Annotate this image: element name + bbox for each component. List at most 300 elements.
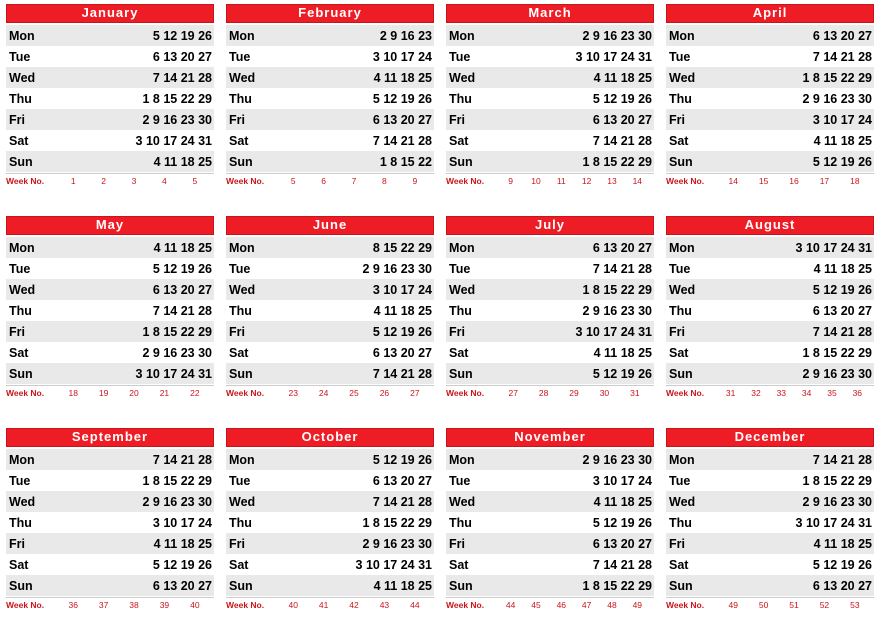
month-grid — [6, 25, 214, 172]
week-number: 23 — [288, 388, 298, 398]
month-grid — [226, 237, 434, 384]
weekday-label: Thu — [446, 512, 495, 533]
weekday-row — [6, 342, 214, 363]
weekday-label: Tue — [666, 470, 715, 491]
month-grid — [446, 237, 654, 384]
week-number: 17 — [819, 176, 830, 186]
weekday-label: Thu — [226, 512, 275, 533]
week-number: 36 — [68, 600, 78, 610]
week-number: 37 — [98, 600, 109, 610]
date-cells: 3 10 17 24 31 — [495, 321, 654, 342]
week-number: 5 — [290, 176, 296, 186]
weekday-row — [666, 46, 874, 67]
date-cells: 3 10 17 24 — [495, 470, 654, 491]
date-cells: 3 10 17 24 31 — [715, 512, 874, 533]
date-cells: 4 11 18 25 — [715, 533, 874, 554]
weekday-label: Sat — [446, 342, 495, 363]
weekday-row — [446, 512, 654, 533]
weekday-label: Tue — [666, 46, 715, 67]
month-grid — [666, 25, 874, 172]
month-block — [220, 424, 440, 636]
weekday-row — [226, 470, 434, 491]
month-title: January — [6, 4, 214, 23]
date-cells: 3 10 17 24 — [55, 512, 214, 533]
weekday-row — [446, 109, 654, 130]
date-cells: 6 13 20 27 — [715, 25, 874, 46]
week-number-values — [718, 176, 874, 186]
date-cells: 2 9 16 23 30 — [495, 300, 654, 321]
weekday-row — [666, 67, 874, 88]
date-cells: 6 13 20 27 — [55, 279, 214, 300]
week-number-label: Week No. — [6, 176, 45, 186]
week-number-values — [58, 600, 214, 610]
weekday-label: Fri — [226, 533, 275, 554]
weekday-row — [226, 237, 434, 258]
week-number: 27 — [508, 388, 518, 398]
weekday-label: Fri — [446, 321, 495, 342]
weekday-label: Sun — [6, 151, 55, 172]
weekday-label: Sat — [6, 130, 55, 151]
month-grid — [226, 25, 434, 172]
weekday-row — [446, 491, 654, 512]
weekday-row — [666, 575, 874, 596]
weekday-label: Sun — [226, 151, 275, 172]
weekday-label: Sun — [666, 575, 715, 596]
week-number: 36 — [852, 388, 863, 398]
weekday-row — [666, 554, 874, 575]
date-cells: 5 12 19 26 — [275, 449, 434, 470]
date-cells: 7 14 21 28 — [495, 130, 654, 151]
date-cells: 2 9 16 23 30 — [495, 25, 654, 46]
week-number: 27 — [410, 388, 420, 398]
weekday-label: Mon — [6, 237, 55, 258]
month-block — [440, 212, 660, 424]
week-number-label: Week No. — [6, 600, 45, 610]
week-number: 9 — [412, 176, 418, 186]
week-number-label: Week No. — [446, 176, 485, 186]
month-block — [0, 212, 220, 424]
month-block — [220, 0, 440, 212]
weekday-row — [666, 25, 874, 46]
date-cells: 7 14 21 28 — [55, 67, 214, 88]
week-number: 38 — [129, 600, 139, 610]
week-number: 6 — [321, 176, 326, 186]
weekday-label: Tue — [446, 258, 495, 279]
weekday-label: Mon — [446, 237, 495, 258]
weekday-label: Wed — [226, 279, 275, 300]
week-number-label: Week No. — [446, 388, 485, 398]
date-cells: 6 13 20 27 — [275, 470, 434, 491]
date-cells: 6 13 20 27 — [275, 109, 434, 130]
week-number-values — [278, 176, 434, 186]
date-cells: 2 9 16 23 30 — [55, 109, 214, 130]
weekday-row — [6, 491, 214, 512]
weekday-row — [6, 512, 214, 533]
week-number-row — [666, 597, 874, 610]
weekday-row — [666, 491, 874, 512]
weekday-label: Mon — [446, 449, 495, 470]
weekday-label: Wed — [666, 279, 715, 300]
weekday-row — [226, 130, 434, 151]
weekday-row — [446, 67, 654, 88]
weekday-label: Thu — [446, 88, 495, 109]
week-number: 1 — [70, 176, 76, 186]
week-number: 42 — [349, 600, 359, 610]
date-cells: 2 9 16 23 30 — [55, 342, 214, 363]
weekday-label: Sat — [666, 130, 715, 151]
weekday-row — [446, 321, 654, 342]
week-number-label: Week No. — [446, 600, 485, 610]
date-cells: 7 14 21 28 — [495, 554, 654, 575]
week-number: 18 — [850, 176, 860, 186]
weekday-row — [446, 130, 654, 151]
week-number-row — [226, 385, 434, 398]
weekday-row — [666, 342, 874, 363]
weekday-label: Sat — [226, 554, 275, 575]
week-number: 16 — [789, 176, 799, 186]
weekday-row — [226, 151, 434, 172]
weekday-row — [446, 237, 654, 258]
weekday-label: Wed — [226, 67, 275, 88]
week-number: 20 — [129, 388, 139, 398]
month-title: July — [446, 216, 654, 235]
week-number-values — [718, 600, 874, 610]
weekday-row — [446, 258, 654, 279]
date-cells: 2 9 16 23 — [275, 25, 434, 46]
week-number: 53 — [850, 600, 860, 610]
date-cells: 1 8 15 22 — [275, 151, 434, 172]
date-cells: 7 14 21 28 — [715, 321, 874, 342]
week-number-row — [666, 173, 874, 186]
weekday-row — [666, 258, 874, 279]
date-cells: 4 11 18 25 — [495, 491, 654, 512]
weekday-label: Thu — [6, 300, 55, 321]
weekday-label: Sun — [666, 151, 715, 172]
weekday-row — [446, 533, 654, 554]
date-cells: 3 10 17 24 31 — [55, 130, 214, 151]
week-number: 10 — [531, 176, 541, 186]
weekday-label: Sat — [446, 554, 495, 575]
month-block — [440, 0, 660, 212]
week-number: 31 — [725, 388, 736, 398]
date-cells: 1 8 15 22 29 — [715, 67, 874, 88]
week-number-row — [446, 173, 654, 186]
date-cells: 4 11 18 25 — [275, 67, 434, 88]
weekday-row — [226, 575, 434, 596]
weekday-label: Sat — [226, 342, 275, 363]
week-number: 40 — [190, 600, 200, 610]
week-number: 35 — [827, 388, 837, 398]
weekday-label: Wed — [6, 67, 55, 88]
weekday-label: Tue — [226, 46, 275, 67]
date-cells: 3 10 17 24 31 — [495, 46, 654, 67]
weekday-row — [446, 88, 654, 109]
weekday-label: Mon — [446, 25, 495, 46]
week-number-label: Week No. — [666, 388, 705, 398]
week-number: 32 — [751, 388, 761, 398]
date-cells: 4 11 18 25 — [55, 237, 214, 258]
week-number-row — [666, 385, 874, 398]
date-cells: 6 13 20 27 — [715, 300, 874, 321]
weekday-row — [6, 300, 214, 321]
weekday-label: Tue — [446, 46, 495, 67]
date-cells: 5 12 19 26 — [495, 88, 654, 109]
week-number-values — [498, 176, 654, 186]
weekday-label: Mon — [226, 237, 275, 258]
weekday-label: Thu — [666, 300, 715, 321]
week-number-values — [498, 388, 654, 398]
week-number-row — [446, 597, 654, 610]
week-number: 8 — [382, 176, 387, 186]
week-number: 7 — [351, 176, 357, 186]
month-grid — [666, 449, 874, 596]
month-title: October — [226, 428, 434, 447]
week-number: 43 — [379, 600, 390, 610]
date-cells: 5 12 19 26 — [715, 554, 874, 575]
weekday-row — [6, 25, 214, 46]
weekday-row — [6, 533, 214, 554]
week-number-values — [718, 388, 874, 398]
weekday-row — [226, 363, 434, 384]
week-number: 48 — [607, 600, 617, 610]
week-number: 41 — [318, 600, 329, 610]
weekday-label: Mon — [666, 25, 715, 46]
date-cells: 4 11 18 25 — [55, 533, 214, 554]
date-cells: 2 9 16 23 30 — [715, 363, 874, 384]
weekday-row — [6, 151, 214, 172]
weekday-label: Tue — [6, 470, 55, 491]
week-number: 2 — [101, 176, 106, 186]
weekday-label: Mon — [666, 237, 715, 258]
date-cells: 3 10 17 24 31 — [275, 554, 434, 575]
weekday-label: Fri — [666, 533, 715, 554]
week-number-row — [6, 597, 214, 610]
weekday-label: Sun — [446, 363, 495, 384]
date-cells: 7 14 21 28 — [275, 491, 434, 512]
date-cells: 1 8 15 22 29 — [715, 470, 874, 491]
weekday-label: Wed — [446, 67, 495, 88]
weekday-row — [226, 258, 434, 279]
date-cells: 4 11 18 25 — [715, 130, 874, 151]
weekday-label: Thu — [666, 88, 715, 109]
date-cells: 5 12 19 26 — [495, 512, 654, 533]
weekday-label: Sat — [226, 130, 275, 151]
week-number-values — [278, 388, 434, 398]
date-cells: 5 12 19 26 — [715, 279, 874, 300]
weekday-label: Thu — [6, 512, 55, 533]
weekday-row — [6, 321, 214, 342]
weekday-row — [446, 46, 654, 67]
weekday-label: Tue — [6, 46, 55, 67]
weekday-row — [6, 46, 214, 67]
date-cells: 2 9 16 23 30 — [715, 88, 874, 109]
date-cells: 7 14 21 28 — [55, 300, 214, 321]
date-cells: 1 8 15 22 29 — [495, 575, 654, 596]
date-cells: 1 8 15 22 29 — [715, 342, 874, 363]
week-number-label: Week No. — [226, 176, 265, 186]
weekday-label: Wed — [446, 279, 495, 300]
weekday-row — [446, 25, 654, 46]
week-number-row — [6, 385, 214, 398]
weekday-label: Mon — [226, 449, 275, 470]
month-title: April — [666, 4, 874, 23]
weekday-label: Tue — [226, 258, 275, 279]
week-number-values — [58, 176, 214, 186]
week-number-label: Week No. — [666, 600, 705, 610]
date-cells: 5 12 19 26 — [275, 321, 434, 342]
weekday-label: Fri — [6, 533, 55, 554]
month-grid — [226, 449, 434, 596]
weekday-row — [6, 554, 214, 575]
date-cells: 7 14 21 28 — [495, 258, 654, 279]
date-cells: 6 13 20 27 — [275, 342, 434, 363]
weekday-row — [666, 470, 874, 491]
date-cells: 3 10 17 24 31 — [55, 363, 214, 384]
weekday-label: Sun — [6, 363, 55, 384]
week-number: 3 — [131, 176, 137, 186]
weekday-row — [226, 491, 434, 512]
weekday-row — [226, 512, 434, 533]
date-cells: 3 10 17 24 — [275, 279, 434, 300]
weekday-row — [446, 449, 654, 470]
month-title: September — [6, 428, 214, 447]
month-grid — [6, 237, 214, 384]
date-cells: 5 12 19 26 — [55, 25, 214, 46]
date-cells: 5 12 19 26 — [55, 258, 214, 279]
date-cells: 6 13 20 27 — [495, 237, 654, 258]
date-cells: 2 9 16 23 30 — [715, 491, 874, 512]
week-number-row — [446, 385, 654, 398]
weekday-row — [6, 470, 214, 491]
weekday-label: Fri — [6, 109, 55, 130]
week-number-values — [278, 600, 434, 610]
date-cells: 6 13 20 27 — [495, 533, 654, 554]
date-cells: 7 14 21 28 — [275, 130, 434, 151]
month-grid — [666, 237, 874, 384]
week-number: 9 — [508, 176, 514, 186]
weekday-label: Mon — [6, 25, 55, 46]
date-cells: 4 11 18 25 — [495, 67, 654, 88]
month-title: August — [666, 216, 874, 235]
weekday-label: Wed — [666, 491, 715, 512]
week-number: 24 — [318, 388, 329, 398]
week-number: 5 — [192, 176, 198, 186]
weekday-label: Sun — [6, 575, 55, 596]
date-cells: 4 11 18 25 — [715, 258, 874, 279]
date-cells: 5 12 19 26 — [55, 554, 214, 575]
date-cells: 1 8 15 22 29 — [55, 321, 214, 342]
weekday-row — [446, 470, 654, 491]
weekday-row — [666, 151, 874, 172]
weekday-row — [226, 25, 434, 46]
date-cells: 4 11 18 25 — [275, 575, 434, 596]
weekday-label: Thu — [226, 300, 275, 321]
week-number: 14 — [632, 176, 643, 186]
month-title: February — [226, 4, 434, 23]
date-cells: 7 14 21 28 — [55, 449, 214, 470]
date-cells: 1 8 15 22 29 — [495, 279, 654, 300]
weekday-label: Sun — [226, 575, 275, 596]
weekday-row — [226, 67, 434, 88]
weekday-row — [666, 88, 874, 109]
weekday-row — [226, 279, 434, 300]
date-cells: 5 12 19 26 — [275, 88, 434, 109]
weekday-label: Tue — [6, 258, 55, 279]
week-number: 52 — [819, 600, 830, 610]
month-title: March — [446, 4, 654, 23]
week-number: 28 — [538, 388, 549, 398]
week-number: 22 — [190, 388, 200, 398]
month-block — [660, 424, 880, 636]
week-number: 12 — [581, 176, 592, 186]
week-number: 47 — [581, 600, 592, 610]
weekday-row — [226, 554, 434, 575]
week-number: 4 — [162, 176, 167, 186]
month-block — [0, 0, 220, 212]
week-number: 11 — [556, 176, 566, 186]
week-number: 44 — [505, 600, 516, 610]
weekday-row — [6, 279, 214, 300]
week-number: 14 — [728, 176, 738, 186]
weekday-row — [666, 449, 874, 470]
week-number: 30 — [599, 388, 610, 398]
weekday-label: Sat — [446, 130, 495, 151]
date-cells: 4 11 18 25 — [55, 151, 214, 172]
date-cells: 3 10 17 24 — [275, 46, 434, 67]
week-number: 26 — [379, 388, 390, 398]
week-number: 40 — [288, 600, 298, 610]
weekday-row — [226, 342, 434, 363]
month-block — [0, 424, 220, 636]
date-cells: 2 9 16 23 30 — [275, 533, 434, 554]
date-cells: 1 8 15 22 29 — [275, 512, 434, 533]
weekday-row — [226, 321, 434, 342]
weekday-row — [226, 109, 434, 130]
weekday-row — [446, 554, 654, 575]
date-cells: 7 14 21 28 — [275, 363, 434, 384]
date-cells: 6 13 20 27 — [495, 109, 654, 130]
date-cells: 3 10 17 24 31 — [715, 237, 874, 258]
weekday-label: Fri — [226, 109, 275, 130]
weekday-row — [666, 533, 874, 554]
weekday-label: Sun — [446, 151, 495, 172]
weekday-row — [666, 109, 874, 130]
weekday-label: Sun — [446, 575, 495, 596]
month-block — [660, 0, 880, 212]
weekday-row — [6, 130, 214, 151]
weekday-label: Thu — [226, 88, 275, 109]
weekday-label: Wed — [446, 491, 495, 512]
weekday-label: Mon — [226, 25, 275, 46]
weekday-label: Tue — [666, 258, 715, 279]
date-cells: 4 11 18 25 — [275, 300, 434, 321]
date-cells: 2 9 16 23 30 — [495, 449, 654, 470]
date-cells: 7 14 21 28 — [715, 449, 874, 470]
weekday-row — [666, 363, 874, 384]
weekday-row — [6, 109, 214, 130]
weekday-label: Sat — [666, 342, 715, 363]
weekday-label: Sun — [226, 363, 275, 384]
weekday-label: Thu — [446, 300, 495, 321]
week-number-label: Week No. — [226, 600, 265, 610]
weekday-row — [666, 300, 874, 321]
month-title: November — [446, 428, 654, 447]
weekday-row — [446, 575, 654, 596]
weekday-row — [666, 130, 874, 151]
week-number: 39 — [159, 600, 170, 610]
week-number: 45 — [531, 600, 541, 610]
month-block — [220, 212, 440, 424]
